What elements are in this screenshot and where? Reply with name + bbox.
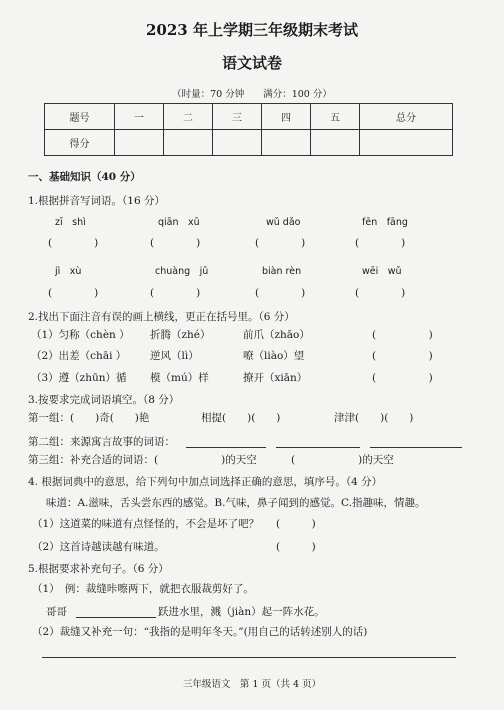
q1-answer-box[interactable]: ( )	[48, 287, 99, 299]
section-heading: 一、基础知识（40 分）	[28, 171, 141, 183]
exam-meta: （时量：70 分钟 满分：100 分）	[172, 89, 332, 100]
score-head-cell: 总分	[360, 104, 453, 130]
q1-answer-box[interactable]: ( )	[355, 237, 406, 249]
score-head-cell: 五	[311, 104, 360, 130]
q2-word: 折腾（zhé）	[150, 329, 211, 341]
score-cell[interactable]	[262, 130, 311, 156]
q1-pinyin: biàn rèn	[262, 266, 302, 277]
q4-sentence: （1）这道菜的味道有点怪怪的，不会是坏了吧？	[32, 518, 260, 530]
q1-pinyin: chuàng jǔ	[155, 266, 209, 277]
q2-word: 前爪（zhāo）	[243, 329, 310, 341]
q3-group1-word2[interactable]: 相提( )( )	[201, 412, 281, 424]
page-footer: 三年级语文 第 1 页（共 4 页）	[182, 679, 322, 690]
q1-answer-box[interactable]: ( )	[255, 237, 306, 249]
score-cell[interactable]	[164, 130, 213, 156]
score-table	[44, 103, 453, 156]
q2-word: 嘹（liào）望	[243, 350, 305, 362]
q2-answer-box[interactable]: ( )	[372, 372, 433, 384]
score-table-head-row	[45, 104, 453, 130]
q1-pinyin: wēi wǔ	[362, 266, 402, 277]
score-head-cell: 二	[164, 104, 213, 130]
q4-answer-box[interactable]: ( )	[276, 518, 316, 530]
q1-pinyin: qiān xū	[158, 217, 200, 228]
score-table-score-row	[45, 130, 453, 156]
q4-definition: 味道：A.滋味，舌头尝东西的感觉。B.气味，鼻子闻到的感觉。C.指趣味，情趣。	[46, 497, 426, 509]
q5-fill-suffix: 跃进水里，溅（jiàn）起一阵水花。	[158, 606, 325, 618]
q2-word: （1）匀称（chèn ）	[31, 329, 130, 341]
q2-word: （2）出差（chāi ）	[31, 350, 127, 362]
q2-word: 模（mú）样	[150, 372, 209, 384]
score-head-cell: 三	[213, 104, 262, 130]
q3-group2: 第二组：来源寓言故事的词语：	[28, 436, 175, 448]
q1-answer-box[interactable]: ( )	[355, 287, 406, 299]
q2-instruction: 2.找出下面注音有误的画上横线，更正在括号里。（6 分）	[28, 311, 295, 323]
q1-answer-box[interactable]: ( )	[150, 237, 201, 249]
q3-answer-line[interactable]	[276, 447, 360, 448]
q1-pinyin: fēn fāng	[362, 217, 408, 228]
q2-word: 撩开（xiān）	[243, 372, 308, 384]
score-row-label: 得分	[45, 130, 115, 156]
q1-answer-box[interactable]: ( )	[150, 287, 201, 299]
score-cell[interactable]	[213, 130, 262, 156]
q3-instruction: 3.按要求完成词语填空。（8 分）	[28, 394, 180, 406]
q4-answer-box[interactable]: ( )	[276, 541, 316, 553]
q3-answer-line[interactable]	[186, 447, 266, 448]
q2-answer-box[interactable]: ( )	[372, 329, 433, 341]
q5-example: （1） 例：裁缝咔嚓两下，就把衣服裁剪好了。	[32, 583, 254, 595]
q2-answer-box[interactable]: ( )	[372, 350, 433, 362]
score-cell[interactable]	[115, 130, 164, 156]
q1-answer-box[interactable]: ( )	[255, 287, 306, 299]
score-head-cell: 题号	[45, 104, 115, 130]
q4-sentence: （2）这首诗越读越有味道。	[32, 541, 165, 553]
q1-instruction: 1.根据拼音写词语。（16 分）	[28, 195, 165, 207]
score-head-cell: 四	[262, 104, 311, 130]
q3-group3[interactable]: 第三组：补充合适的词语：( )的天空	[28, 454, 257, 466]
q5-fill-prefix: 哥哥	[46, 606, 67, 618]
q5-question2: （2）裁缝又补充一句：“我指的是明年冬天。”(用自己的话转述别人的话)	[32, 626, 368, 638]
q1-pinyin: jì xù	[55, 266, 82, 277]
q3-group1-word3[interactable]: 津津( )( )	[334, 412, 414, 424]
score-cell[interactable]	[311, 130, 360, 156]
q3-group3-right[interactable]: ( )的天空	[291, 454, 394, 466]
score-cell[interactable]	[360, 130, 453, 156]
q2-word: 逆风（lì）	[150, 350, 199, 362]
q3-group1[interactable]: 第一组：( )奇( )艳	[28, 412, 150, 424]
q4-instruction: 4. 根据词典中的意思，给下列句中加点词选择正确的意思，填序号。（4 分）	[28, 476, 383, 488]
q1-pinyin: wǔ dǎo	[266, 217, 301, 228]
q3-answer-line[interactable]	[370, 447, 462, 448]
subject-title: 语文试卷	[221, 54, 282, 72]
exam-title: 2023 年上学期三年级期末考试	[146, 21, 358, 39]
q5-answer-line[interactable]	[76, 617, 156, 618]
score-head-cell: 一	[115, 104, 164, 130]
q5-instruction: 5.根据要求补充句子。（6 分）	[28, 563, 169, 575]
q1-answer-box[interactable]: ( )	[48, 237, 99, 249]
q5-answer-line[interactable]	[42, 657, 456, 658]
q2-word: （3）遵（zhūn）循	[31, 372, 127, 384]
q1-pinyin: zī shì	[55, 217, 86, 228]
